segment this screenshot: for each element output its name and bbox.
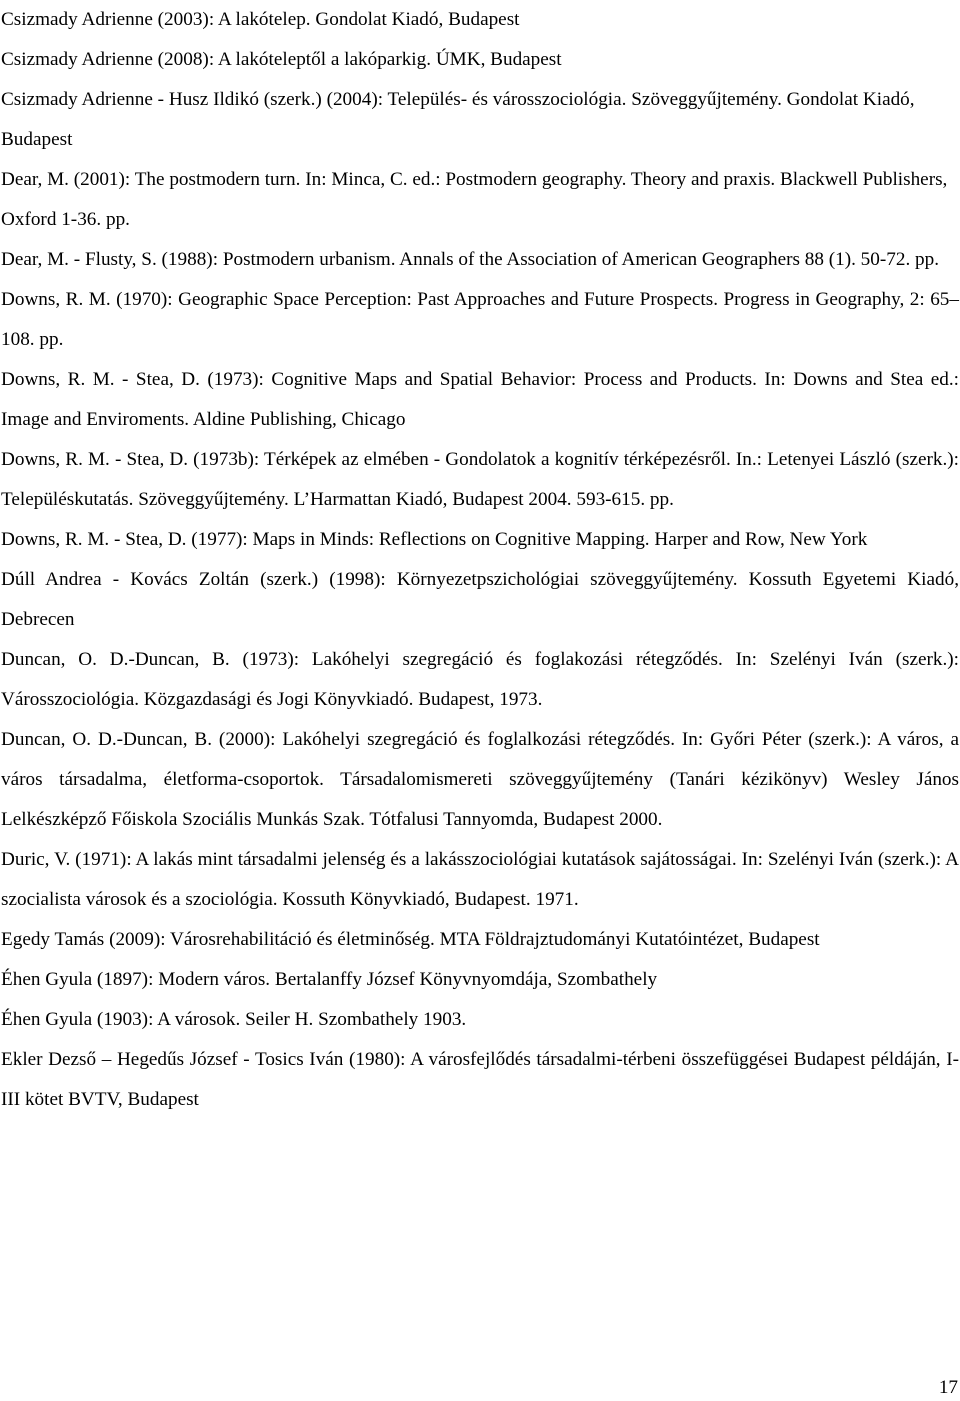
reference-list [1, 0, 959, 1120]
reference-entry: Csizmady Adrienne - Husz Ildikó (szerk.) (2004): Település- és városszociológia. Szöveggyűjtemény. Gondolat Kiadó, Budapest [1, 89, 915, 150]
reference-entry: Éhen Gyula (1897): Modern város. Bertalanffy József Könyvnyomdája, Szombathely [1, 969, 658, 990]
reference-entry: Duric, V. (1971): A lakás mint társadalmi jelenség és a lakásszociológiai kutatások sajátosságai. In: Szelényi Iván (szerk.): A szocialista városok és a szociológia. Kossuth Könyvkiadó, Budapest. 1971. [1, 849, 959, 910]
reference-entry: Duncan, O. D.-Duncan, B. (1973): Lakóhelyi szegregáció és foglakozási rétegződés. In: Szelényi Iván (szerk.): Városszociológia. Közgazdasági és Jogi Könyvkiadó. Budapest, 1973. [1, 649, 959, 710]
reference-entry: Éhen Gyula (1903): A városok. Seiler H. Szombathely 1903. [1, 1009, 467, 1030]
reference-entry: Dúll Andrea - Kovács Zoltán (szerk.) (1998): Környezetpszichológiai szöveggyűjtemény. Kossuth Egyetemi Kiadó, Debrecen [1, 569, 959, 630]
reference-entry: Csizmady Adrienne (2003): A lakótelep. Gondolat Kiadó, Budapest [1, 9, 520, 30]
page-number: 17 [938, 1377, 958, 1398]
reference-entry: Dear, M. (2001): The postmodern turn. In: Minca, C. ed.: Postmodern geography. Theory and praxis. Blackwell Publishers, Oxford 1-36. pp. [1, 169, 948, 230]
reference-entry: Downs, R. M. (1970): Geographic Space Perception: Past Approaches and Future Prospects. Progress in Geography, 2: 65–108. pp. [1, 289, 959, 350]
reference-entry: Downs, R. M. - Stea, D. (1973b): Térképek az elmében - Gondolatok a kognitív térképezésről. In.: Letenyei László (szerk.): Településkutatás. Szöveggyűjtemény. L’Harmattan Kiadó, Budapest 2004. 593-615. pp. [1, 449, 959, 510]
reference-entry: Dear, M. - Flusty, S. (1988): Postmodern urbanism. Annals of the Association of American Geographers 88 (1). 50-72. pp. [1, 249, 940, 270]
reference-entry: Downs, R. M. - Stea, D. (1977): Maps in Minds: Reflections on Cognitive Mapping. Harper and Row, New York [1, 529, 868, 550]
reference-entry: Duncan, O. D.-Duncan, B. (2000): Lakóhelyi szegregáció és foglalkozási rétegződés. In: Győri Péter (szerk.): A város, a város társadalma, életforma-csoportok. Társadalomismereti szöveggyűjtemény (Tanári kézikönyv) Wesley János Lelkészképző Főiskola Szociális Munkás Szak. Tótfalusi Tannyomda, Budapest 2000. [1, 729, 959, 830]
reference-entry: Downs, R. M. - Stea, D. (1973): Cognitive Maps and Spatial Behavior: Process and Products. In: Downs and Stea ed.: Image and Enviroments. Aldine Publishing, Chicago [1, 369, 959, 430]
reference-entry: Ekler Dezső – Hegedűs József - Tosics Iván (1980): A városfejlődés társadalmi-térbeni összefüggései Budapest példáján, I-III kötet BVTV, Budapest [1, 1049, 959, 1110]
reference-entry: Egedy Tamás (2009): Városrehabilitáció és életminőség. MTA Földrajztudományi Kutatóintézet, Budapest [1, 929, 820, 950]
reference-entry: Csizmady Adrienne (2008): A lakóteleptől a lakóparkig. ÚMK, Budapest [1, 49, 562, 70]
